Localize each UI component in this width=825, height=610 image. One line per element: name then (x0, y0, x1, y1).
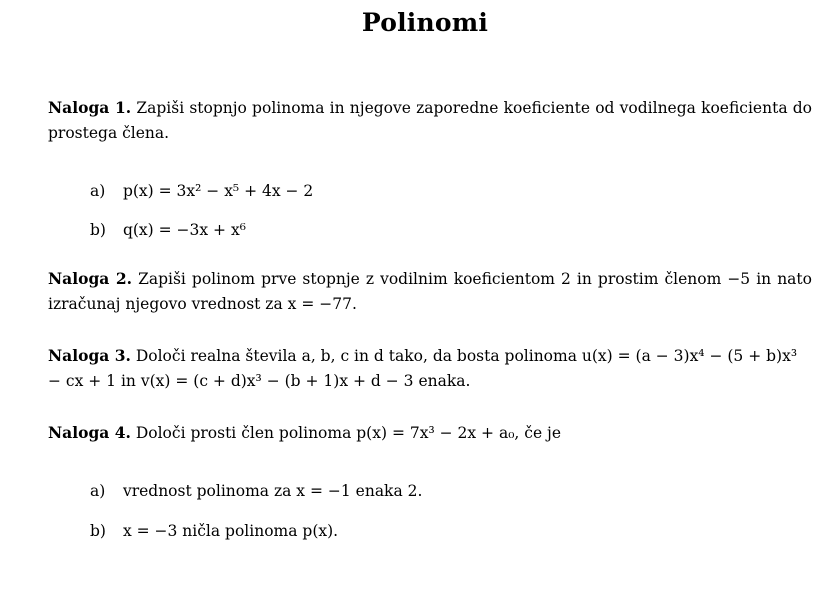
item-label: a) (90, 482, 106, 500)
item-expression: p(x) = 3x² − x⁵ + 4x − 2 (122, 182, 314, 200)
task-4-item-b (90, 520, 338, 542)
task-3-label: Naloga 3. (48, 346, 131, 365)
item-label: b) (90, 522, 106, 540)
task-2 (48, 266, 812, 317)
task-1 (48, 95, 812, 146)
item-label: b) (90, 221, 106, 239)
task-1-label: Naloga 1. (48, 98, 132, 117)
task-4-item-a (90, 480, 422, 502)
item-label: a) (90, 182, 106, 200)
task-2-label: Naloga 2. (48, 269, 133, 288)
task-1-text: Zapiši stopnjo polinoma in njegove zaporedne koeficiente od vodilnega koeficienta do prostega člena. (48, 99, 812, 142)
task-3 (48, 343, 812, 394)
task-1-item-a (90, 180, 313, 202)
page-title: Polinomi (361, 8, 489, 37)
task-2-text: Zapiši polinom prve stopnje z vodilnim koeficientom 2 in prostim členom −5 in nato izračunaj njegovo vrednost za x = −77. (48, 270, 812, 313)
task-3-text: Določi realna števila a, b, c in d tako, da bosta polinoma u(x) = (a − 3)x⁴ − (5 + b)x³ − cx + 1 in v(x) = (c + d)x³ − (b + 1)x + d − 3 enaka. (48, 347, 798, 390)
task-4-text: Določi prosti člen polinoma p(x) = 7x³ − 2x + a₀, če je (135, 424, 562, 442)
task-4 (48, 420, 812, 446)
item-expression: q(x) = −3x + x⁶ (122, 221, 246, 239)
item-expression: x = −3 ničla polinoma p(x). (122, 522, 339, 540)
item-expression: vrednost polinoma za x = −1 enaka 2. (122, 482, 423, 500)
task-1-item-b (90, 219, 246, 241)
task-4-label: Naloga 4. (48, 423, 131, 442)
